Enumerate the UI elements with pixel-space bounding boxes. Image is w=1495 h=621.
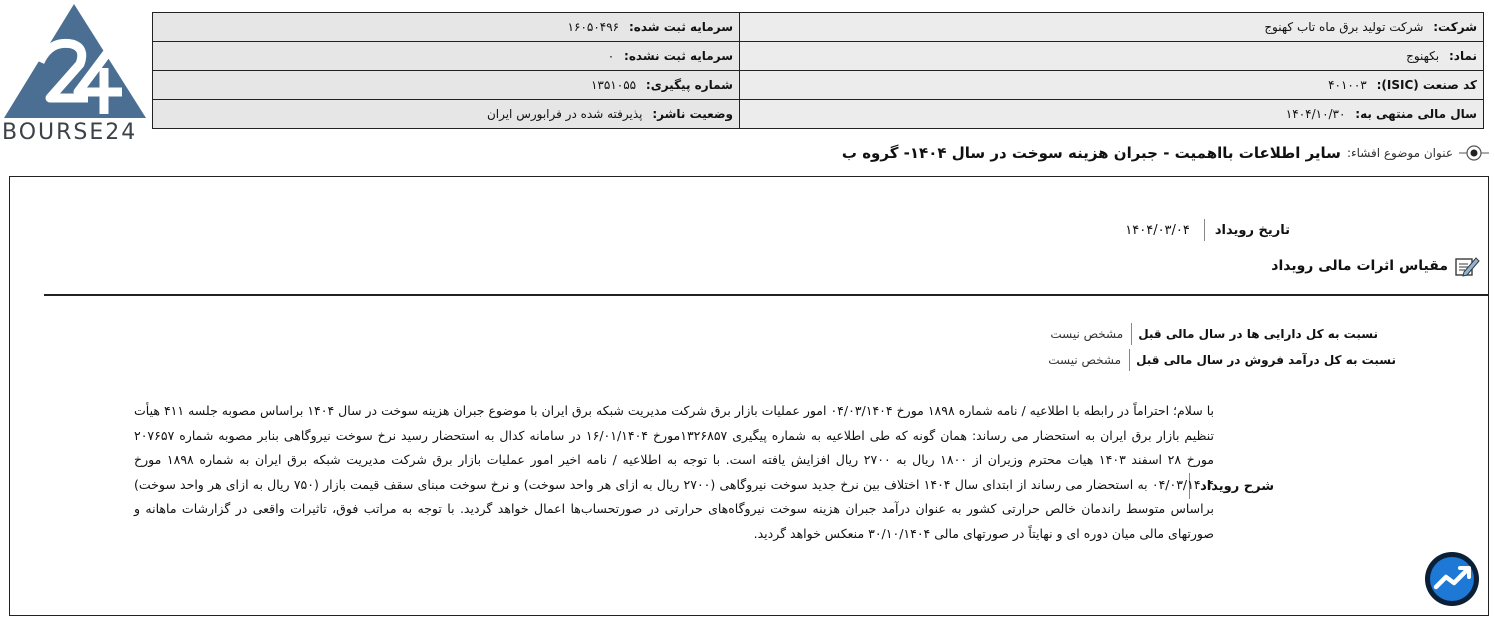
divider xyxy=(1131,323,1132,345)
symbol-value: بکهنوج xyxy=(1406,49,1440,63)
logo-text: BOURSE24 xyxy=(2,120,138,145)
company-label: شرکت: xyxy=(1433,20,1477,34)
disclosure-topic xyxy=(842,143,1489,163)
section-title: مقیاس اثرات مالی رویداد xyxy=(1271,258,1448,274)
divider xyxy=(1204,219,1205,241)
unregistered-capital-label: سرمایه ثبت نشده: xyxy=(624,49,733,63)
symbol-cell xyxy=(740,42,1484,71)
topic-title: سایر اطلاعات بااهمیت - جبران هزینه سوخت در سال ۱۴۰۴- گروه ب xyxy=(841,144,1341,162)
info-row xyxy=(153,13,1484,42)
section-heading xyxy=(1271,255,1480,277)
event-description: با سلام؛ احتراماً در رابطه با اطلاعیه / نامه شماره ۱۸۹۸ مورخ ۰۴/۰۳/۱۴۰۴ امور عملیات بازار برق شرکت مدیریت شبکه برق ایران با موضوع جبران هزینه سوخت در سال ۱۴۰۴ براساس مصوبه جلسه ۴۱۱ هیأت تنظیم بازار برق ایران به استحضار می رساند: همان گونه که طی اطلاعیه به شماره پیگیری ۱۳۲۶۸۵۷مورخ ۱۶/۰۱/۱۴۰۴ در سامانه کدال به استحضار رسید نرخ سوخت نیروگاهی بنابر مصوبه شماره ۲۰۷۶۵۷ مورخ ۲۸ اسفند ۱۴۰۳ هیات محترم وزیران از ۱۸۰۰ ریال به ۲۷۰۰ ریال افزایش یافته است. با توجه به اطلاعیه / نامه اخیر امور عملیات بازار برق شرکت مدیریت شبکه برق ایران به شماره ۱۸۹۸ مورخ ۰۴/۰۳/۱۴۰۴ به استحضار می رساند از ابتدای سال ۱۴۰۴ اختلاف بین نرخ جدید سوخت نیروگاهی (۲۷۰۰ ریال به ازای هر واحد سوخت) و نرخ سوخت مبنای سقف قیمت بازار (۷۵۰ ریال به ازای هر واحد سوخت) براساس متوسط راندمان خالص حرارتی کشور به عنوان درآمد جبران هزینه سوخت نیروگاه‌های حرارتی در صورتحساب‌ها اعمال خواهد گردید. با توجه به مراتب فوق، تاثیرات واقعی در گزارشات ماهانه و صورتهای مالی میان دوره ای و نهایتاً در صورتهای مالی ۳۰/۱۰/۱۴۰۴ منعکس خواهد گردید. xyxy=(134,403,1214,541)
event-date-value: ۱۴۰۴/۰۳/۰۴ xyxy=(1125,222,1190,238)
divider xyxy=(1129,349,1130,371)
ratio-assets-value: مشخص نیست xyxy=(1050,327,1124,341)
registered-capital-cell xyxy=(153,13,740,42)
info-row xyxy=(153,42,1484,71)
company-name-cell xyxy=(740,13,1484,42)
info-row xyxy=(153,71,1484,100)
publisher-status-label: وضعیت ناشر: xyxy=(652,107,733,121)
symbol-label: نماد: xyxy=(1448,49,1477,63)
tracking-number-value: ۱۳۵۱۰۵۵ xyxy=(590,78,637,92)
isic-value: ۴۰۱۰۰۳ xyxy=(1328,78,1367,92)
tracking-number-label: شماره پیگیری: xyxy=(645,78,733,92)
target-marker-icon xyxy=(1459,143,1489,163)
section-divider xyxy=(44,294,1488,296)
ratio-revenue-value: مشخص نیست xyxy=(1048,353,1122,367)
topic-label: عنوان موضوع افشاء: xyxy=(1346,146,1453,160)
company-value: شرکت تولید برق ماه تاب کهنوج xyxy=(1264,20,1424,34)
trend-badge-icon xyxy=(1424,551,1480,607)
description-label: شرح رویداد xyxy=(1200,478,1274,494)
unregistered-capital-cell xyxy=(153,42,740,71)
ratio-revenue-row xyxy=(1048,349,1396,371)
ratio-assets-row xyxy=(1050,323,1378,345)
publisher-status-cell xyxy=(153,100,740,129)
event-panel xyxy=(9,176,1489,616)
unregistered-capital-value: ۰ xyxy=(607,49,615,63)
ratio-revenue-label: نسبت به کل درآمد فروش در سال مالی قبل xyxy=(1136,353,1396,367)
tracking-number-cell xyxy=(153,71,740,100)
registered-capital-value: ۱۶۰۵۰۴۹۶ xyxy=(567,20,620,34)
publisher-status-value: پذیرفته شده در فرابورس ایران xyxy=(486,107,643,121)
isic-label: کد صنعت (ISIC): xyxy=(1376,78,1477,92)
edit-note-icon xyxy=(1454,255,1480,277)
event-date-row xyxy=(1125,219,1290,241)
registered-capital-label: سرمایه ثبت شده: xyxy=(628,20,733,34)
fiscal-year-label: سال مالی منتهی به: xyxy=(1355,107,1477,121)
ratio-assets-label: نسبت به کل دارایی ها در سال مالی قبل xyxy=(1138,327,1378,341)
company-info-table xyxy=(152,12,1484,129)
isic-cell xyxy=(740,71,1484,100)
fiscal-year-cell xyxy=(740,100,1484,129)
fiscal-year-value: ۱۴۰۴/۱۰/۳۰ xyxy=(1285,107,1346,121)
event-date-label: تاریخ رویداد xyxy=(1214,222,1290,238)
info-row xyxy=(153,100,1484,129)
